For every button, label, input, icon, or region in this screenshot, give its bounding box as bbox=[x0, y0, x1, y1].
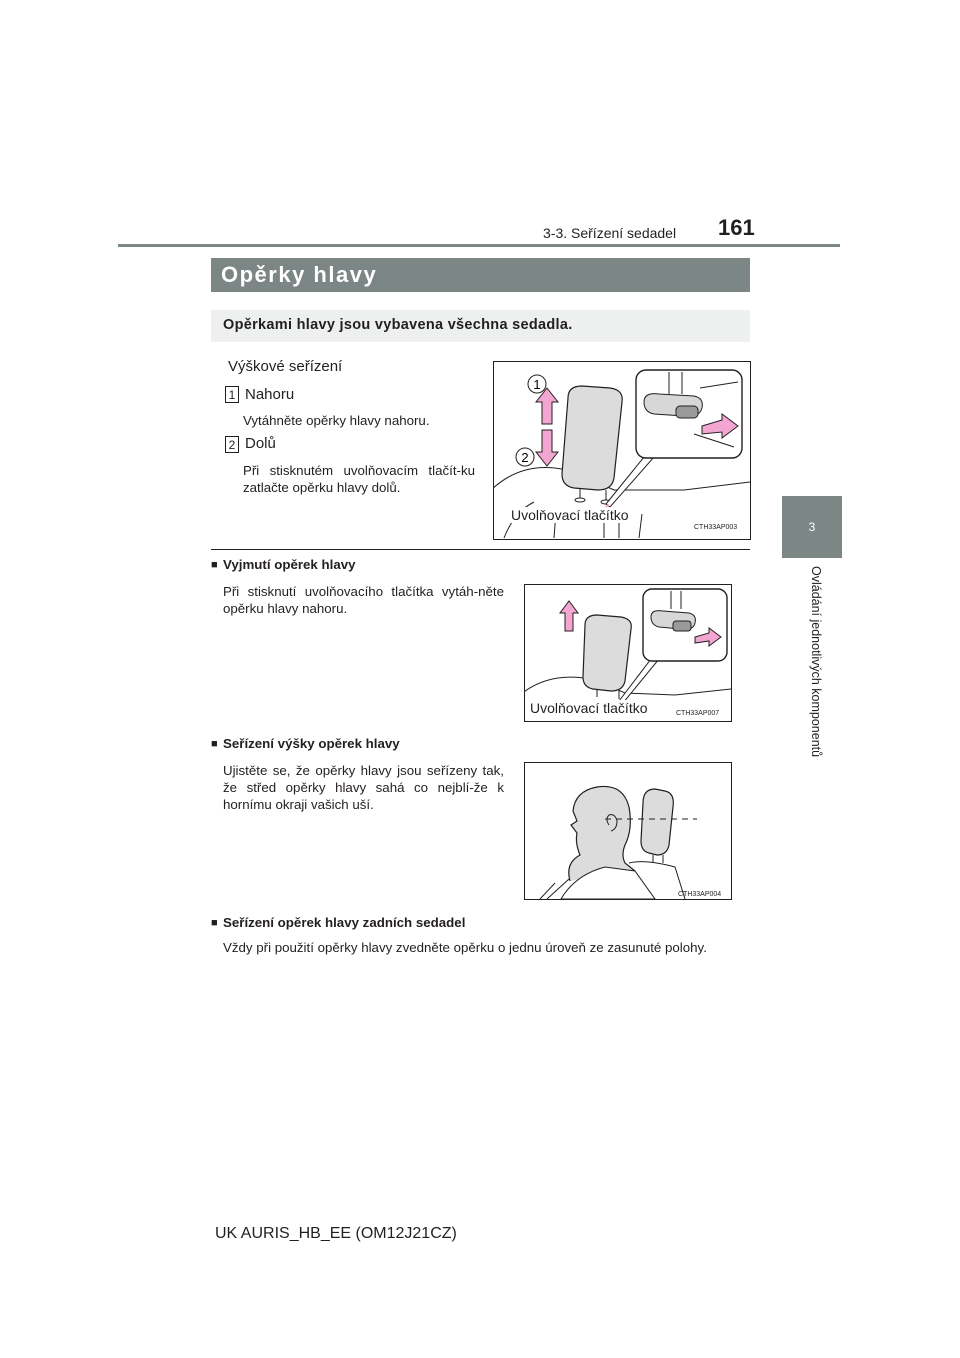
chapter-tab bbox=[782, 496, 842, 558]
section-heading-removal: Vyjmutí opěrek hlavy bbox=[223, 557, 356, 572]
section-header: 3-3. Seřízení sedadel bbox=[543, 225, 677, 241]
bullet-icon: ■ bbox=[211, 738, 218, 750]
footer-code: UK AURIS_HB_EE (OM12J21CZ) bbox=[215, 1225, 457, 1242]
step-number-1: 1 bbox=[225, 386, 239, 403]
subtitle: Opěrkami hlavy jsou vybavena všechna sedadla. bbox=[223, 317, 573, 333]
step-text-up: Vytáhněte opěrky hlavy nahoru. bbox=[243, 413, 430, 428]
header-rule bbox=[118, 244, 840, 247]
section-heading-height: Seřízení výšky opěrek hlavy bbox=[223, 736, 400, 751]
section-text-rear: Vždy při použití opěrky hlavy zvedněte opěrku o jednu úroveň ze zasunuté polohy. bbox=[223, 940, 707, 955]
subtitle-bar bbox=[211, 310, 750, 342]
section-text-height: Ujistěte se, že opěrky hlavy jsou seřízeny tak, že střed opěrky hlavy sahá co nejblí-že k hornímu okraji vašich uší. bbox=[223, 763, 504, 812]
title-bar bbox=[211, 258, 750, 292]
chapter-number: 3 bbox=[808, 520, 816, 534]
figure1-callout: Uvolňovací tlačítko bbox=[511, 507, 629, 523]
step-number-2: 2 bbox=[225, 436, 239, 453]
figure-head-position bbox=[524, 762, 732, 900]
step-label-up: Nahoru bbox=[245, 386, 295, 403]
marker-1: 1 bbox=[533, 377, 541, 392]
head-position-illustration bbox=[525, 763, 731, 899]
bullet-icon: ■ bbox=[211, 559, 218, 571]
step-text-down: Při stisknutém uvolňovacím tlačít-ku zatlačte opěrku hlavy dolů. bbox=[243, 463, 475, 495]
bullet-icon: ■ bbox=[211, 917, 218, 929]
figure2-callout: Uvolňovací tlačítko bbox=[530, 700, 648, 716]
section-text-removal: Při stisknutí uvolňovacího tlačítka vytáh-něte opěrku hlavy nahoru. bbox=[223, 584, 504, 616]
figure2-code: CTH33AP007 bbox=[676, 710, 720, 717]
section-divider bbox=[211, 549, 750, 550]
height-adjust-heading: Výškové seřízení bbox=[228, 358, 343, 375]
figure1-code: CTH33AP003 bbox=[694, 524, 738, 531]
marker-2: 2 bbox=[521, 450, 529, 465]
figure3-code: CTH33AP004 bbox=[678, 891, 722, 898]
section-heading-rear: Seřízení opěrek hlavy zadních sedadel bbox=[223, 915, 466, 930]
chapter-label: Ovládání jednotlivých komponentů bbox=[809, 566, 823, 758]
step-label-down: Dolů bbox=[245, 435, 276, 452]
page-title: Opěrky hlavy bbox=[221, 262, 378, 287]
page-number: 161 bbox=[718, 215, 755, 240]
